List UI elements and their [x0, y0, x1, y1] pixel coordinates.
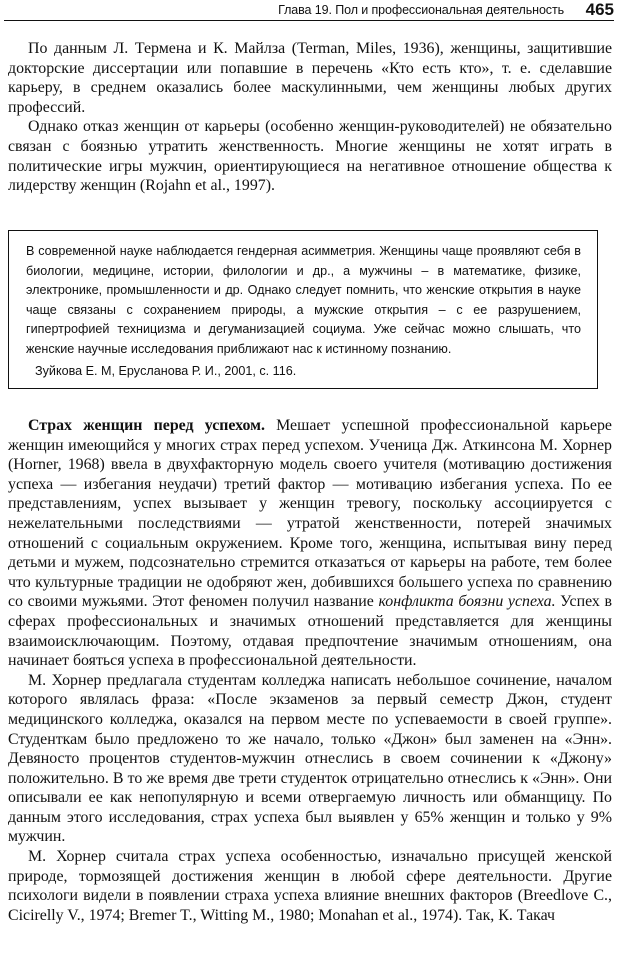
section-text — [8, 416, 612, 925]
paragraph — [8, 416, 612, 671]
paragraph: По данным Л. Термена и К. Майлза (Terman, Miles, 1936), женщины, защитившие докторские диссертации или попавшие в перечень «Кто есть кто», т. е. сделавшие карьеру, в среднем оказались более маскулинными, чем женщины любых других профессий. — [8, 40, 612, 116]
section-heading: Страх женщин перед успехом. — [28, 417, 265, 434]
running-header — [4, 0, 614, 21]
quote-text: В современной науке наблюдается гендерная асимметрия. Женщины чаще проявляют себя в биологии, медицине, истории, филологии и др., а мужчины – в математике, физике, электронике, промышленности и др. Однако следует помнить, что женские открытия в науке чаще связаны с сохранением природы, а мужские открытия – с ее разрушением, гипертрофией техницизма и дегуманизацией социума. Уже сейчас можно слышать, что женские научные исследования приближают нас к истинному познанию. — [26, 244, 581, 356]
paragraph: Однако отказ женщин от карьеры (особенно женщин-руководителей) не обязательно связан с боязнью утратить женственность. Многие женщины не хотят играть в политические игры мужчин, ориентирующиеся на негативное отношение общества к лидерству женщин (Rojahn et al., 1997). — [8, 118, 612, 195]
chapter-title: Глава 19. Пол и профессиональная деятельность — [278, 3, 564, 17]
page-number: 465 — [585, 0, 614, 19]
paragraph-text: Успех в сферах профессиональных и значимых отношений представляется для женщины взаимоисключающим. Поэтому, отдавая предпочтение значимым отношениям, она начинает бояться успеха в профессиональной деятельности. — [8, 593, 612, 670]
paragraph: М. Хорнер предлагала студентам колледжа написать небольшое сочинение, началом которого являлась фраза: «После экзаменов за первый семестр Джон, студент медицинского колледжа, оказался на первом месте по успеваемости в своей группе». Студенткам было предложено то же начало, только «Джон» был заменен на «Энн». Девяносто процентов студентов-мужчин отнеслись в своем сочинении к «Джону» положительно. В то же время две трети студенток отрицательно отнеслись к «Энн». Они описывали ее как непопулярную и всеми отвергаемую личность или обманщицу. По данным этого исследования, страх успеха был выявлен у 65% женщин и только у 9% мужчин. — [8, 671, 612, 846]
paragraph: М. Хорнер считала страх успеха особенностью, изначально присущей женской природе, тормозящей достижения женщин в любой сфере деятельности. Другие психологи видели в появлении страха успеха влияние внешних факторов (Breedlove C., Cicirelly V., 1974; Bremer T., Witting M., 1980; Monahan et al., 1974). Так, К. Такач — [8, 848, 612, 924]
intro-text — [8, 39, 612, 196]
quote-source: Зуйкова Е. М, Еруcланова Р. И., 2001, с. 116. — [35, 364, 297, 378]
term: конфликта боязни успеха. — [378, 593, 556, 611]
quote-box — [8, 230, 598, 389]
paragraph-text: Мешает успешной профессиональной карьере женщин имеющийся у многих страх перед успехом. Ученица Дж. Аткинсона М. Хорнер (Horner, 1968) ввела в двухфакторную модель своего учителя (мотивацию достижения успеха — избегания неудачи) третий фактор — мотивацию избегания успеха. По ее представлениям, успех вызывает у женщин тревогу, поскольку ассоциируется с нежелательными последствиями — утратой женственности, потерей значимых отношений с социальным окружением. Кроме того, женщина, испытывая вину перед детьми и мужем, подсознательно стремится отказаться от карьеры на работе, тем более что культурные традиции не одобряют жен, добившихся большего успеха по сравнению со своими мужьями. Этот феномен получил название — [8, 417, 612, 611]
